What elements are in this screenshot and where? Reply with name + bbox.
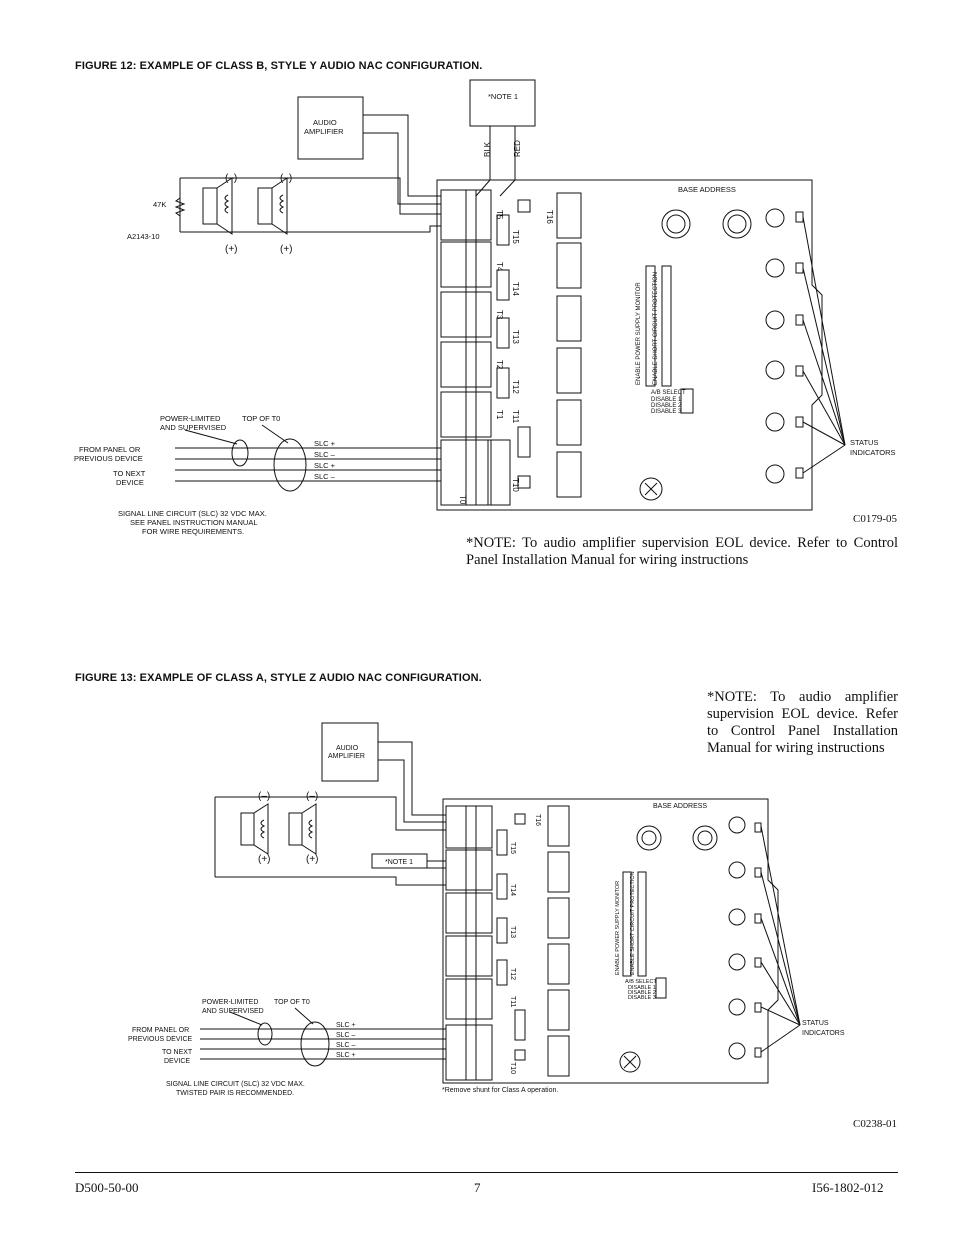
slc-wire-1-label: SLC +: [336, 1022, 356, 1029]
power-limited-label: POWER-LIMITED: [160, 414, 221, 423]
t12-label: T12: [511, 380, 520, 394]
slc-wire-4-label: SLC –: [314, 472, 335, 481]
to-next-label-2: DEVICE: [164, 1058, 191, 1065]
red-wire-label: RED: [513, 140, 522, 157]
resistor-label: 47K: [153, 200, 167, 209]
base-address-label: BASE ADDRESS: [653, 803, 708, 810]
t16-label: T16: [545, 210, 554, 224]
audio-amplifier-label-2: AMPLIFIER: [304, 127, 344, 136]
to-next-label: TO NEXT: [113, 469, 146, 478]
figure-13-note: *NOTE: To audio amplifier supervision EOL device. Refer to Control Panel Installation Manual for wiring instructions: [707, 689, 898, 756]
status-indicators-label-2: INDICATORS: [802, 1030, 845, 1037]
to-next-label: TO NEXT: [162, 1049, 193, 1056]
slc-wire-1-label: SLC +: [314, 439, 336, 448]
t0-label: T0: [458, 495, 467, 505]
to-next-label-2: DEVICE: [116, 478, 144, 487]
status-indicators-label-2: INDICATORS: [850, 448, 896, 457]
t1-label: T1: [495, 410, 504, 420]
t16-label: T16: [534, 814, 541, 827]
slc-wire-3-label: SLC –: [336, 1042, 356, 1049]
speaker-1-negative: (–): [225, 173, 238, 184]
speaker-1-negative: (–): [258, 791, 271, 802]
enable-power-supply-label: ENABLE POWER SUPPLY MONITOR: [636, 282, 642, 385]
disable-3-label: DISABLE 3: [651, 409, 682, 415]
top-of-t0-label: TOP OF T0: [274, 999, 310, 1006]
t13-label: T13: [509, 926, 516, 939]
t5-label: T5: [495, 210, 504, 220]
speaker-1-positive: (+): [258, 854, 271, 865]
from-panel-label-2: PREVIOUS DEVICE: [128, 1036, 193, 1043]
slc-wire-2-label: SLC –: [314, 450, 335, 459]
speaker-2-positive: (+): [280, 244, 293, 255]
disable-1-label: DISABLE 1: [651, 397, 682, 403]
t11-label: T11: [511, 410, 520, 424]
disable-2-label: DISABLE 2: [628, 990, 656, 996]
speaker-2-negative: (–): [280, 173, 293, 184]
slc-note-line-1: SIGNAL LINE CIRCUIT (SLC) 32 VDC MAX.: [118, 509, 267, 518]
disable-3-label: DISABLE 3: [628, 995, 656, 1001]
slc-wire-4-label: SLC +: [336, 1052, 356, 1059]
audio-amplifier-label: AUDIO: [313, 118, 337, 127]
t10-label: T10: [509, 1062, 516, 1075]
slc-wire-3-label: SLC +: [314, 461, 336, 470]
blk-wire-label: BLK: [483, 141, 492, 157]
speaker-1-positive: (+): [225, 244, 238, 255]
from-panel-label: FROM PANEL OR: [79, 445, 141, 454]
figure-13-code: C0238-01: [853, 1118, 897, 1130]
figure-12-code: C0179-05: [853, 513, 897, 525]
enable-short-circuit-label: ENABLE SHORT CIRCUIT PROTECTION: [630, 871, 636, 975]
t14-label: T14: [511, 282, 520, 296]
base-address-label: BASE ADDRESS: [678, 185, 736, 194]
ab-select-label: A/B SELECT: [651, 390, 686, 396]
from-panel-label-2: PREVIOUS DEVICE: [74, 454, 143, 463]
power-limited-label: POWER-LIMITED: [202, 999, 259, 1006]
slc-note-line-1: SIGNAL LINE CIRCUIT (SLC) 32 VDC MAX.: [166, 1081, 305, 1088]
from-panel-label: FROM PANEL OR: [132, 1027, 190, 1034]
top-of-t0-label: TOP OF T0: [242, 414, 281, 423]
t13-label: T13: [511, 330, 520, 344]
t10-label: T10: [511, 478, 520, 492]
disable-1-label: DISABLE 1: [628, 985, 656, 991]
audio-amplifier-box: [322, 723, 378, 781]
figure-12-title: FIGURE 12: EXAMPLE OF CLASS B, STYLE Y AUDIO NAC CONFIGURATION.: [75, 60, 483, 72]
shunt-note: *Remove shunt for Class A operation.: [442, 1087, 559, 1094]
t14-label: T14: [509, 884, 516, 897]
slc-note-line-3: FOR WIRE REQUIREMENTS.: [142, 527, 245, 536]
footer-page-number: 7: [474, 1180, 481, 1195]
power-limited-label-2: AND SUPERVISED: [202, 1008, 264, 1015]
note-box-label: *NOTE 1: [385, 859, 414, 866]
enable-short-circuit-label: ENABLE SHORT CIRCUIT PROTECTION: [653, 271, 659, 385]
t15-label: T15: [511, 230, 520, 244]
enable-power-supply-label: ENABLE POWER SUPPLY MONITOR: [615, 880, 621, 975]
audio-amplifier-label-2: AMPLIFIER: [328, 753, 365, 760]
t4-label: T4: [495, 262, 504, 272]
module-board: [443, 799, 778, 1083]
status-indicators-label: STATUS: [802, 1020, 829, 1027]
slc-note-line-2: SEE PANEL INSTRUCTION MANUAL: [130, 518, 258, 527]
footer-part-number: I56-1802-012: [812, 1180, 884, 1195]
disable-2-label: DISABLE 2: [651, 403, 682, 409]
speaker-2-negative: (–): [306, 791, 319, 802]
footer-doc-number: D500-50-00: [75, 1180, 139, 1195]
t15-label: T15: [509, 842, 516, 855]
t3-label: T3: [495, 310, 504, 320]
power-limited-label-2: AND SUPERVISED: [160, 423, 227, 432]
t11-label: T11: [509, 996, 516, 1008]
figure-12-note: *NOTE: To audio amplifier supervision EOL device. Refer to Control Panel Installation Manual for wiring instructions: [466, 535, 898, 568]
status-indicators-label: STATUS: [850, 438, 879, 447]
ab-select-label: A/B SELECT: [625, 979, 657, 985]
slc-note-line-2: TWISTED PAIR IS RECOMMENDED.: [176, 1090, 295, 1097]
note-box-label: *NOTE 1: [488, 92, 519, 101]
t2-label: T2: [495, 360, 504, 370]
eol-part-label: A2143-10: [127, 232, 160, 241]
speaker-2-positive: (+): [306, 854, 319, 865]
audio-amplifier-label: AUDIO: [336, 745, 359, 752]
t12-label: T12: [509, 968, 516, 981]
figure-13-title: FIGURE 13: EXAMPLE OF CLASS A, STYLE Z AUDIO NAC CONFIGURATION.: [75, 672, 482, 684]
slc-wire-2-label: SLC –: [336, 1032, 356, 1039]
